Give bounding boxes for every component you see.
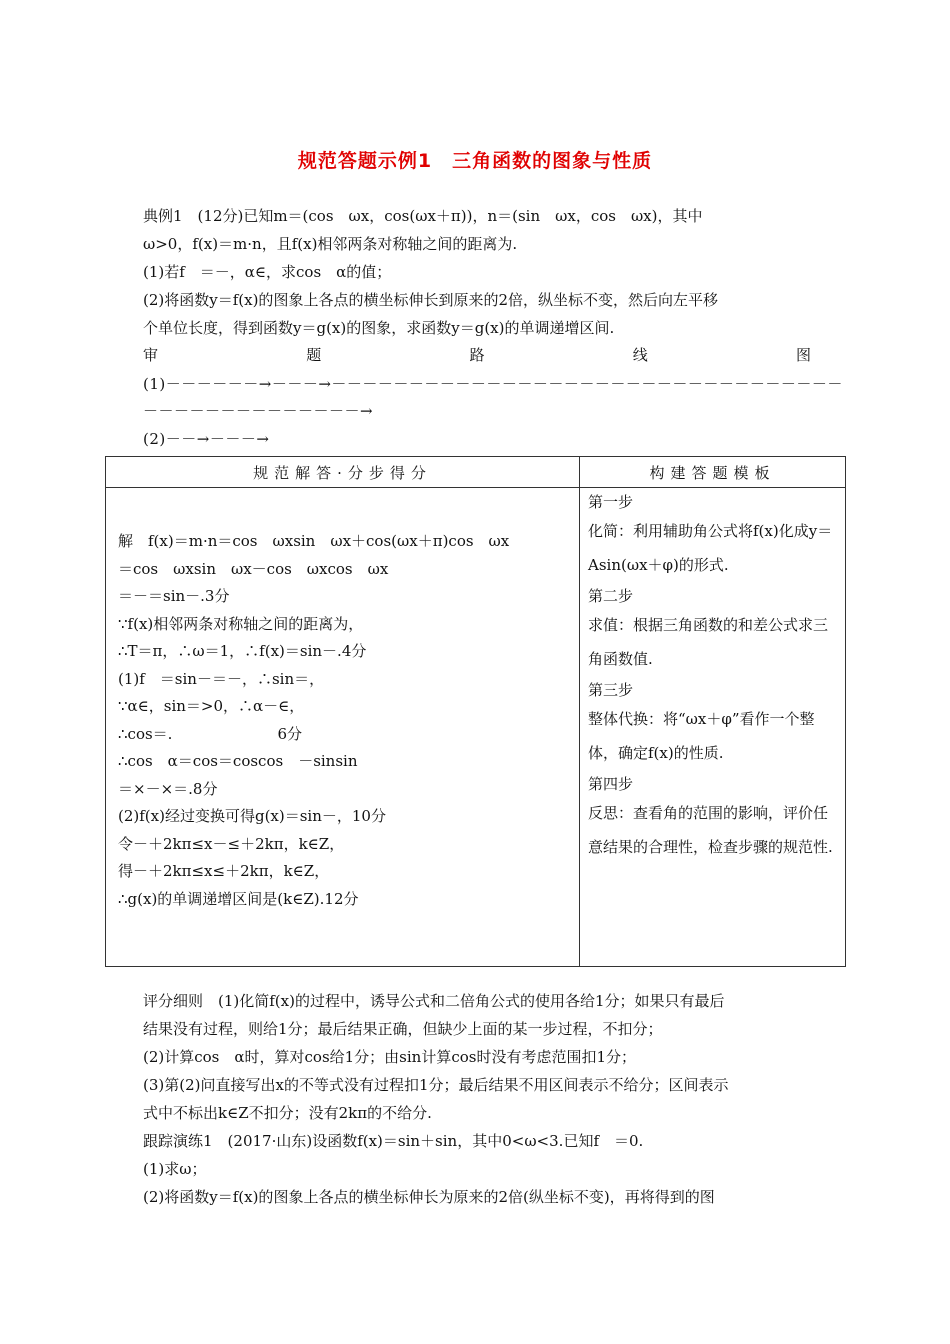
solution-line: ＝cos ωxsin ωx－cos ωxcos ωx bbox=[118, 559, 389, 578]
page-title: 规范答题示例1 三角函数的图象与性质 bbox=[297, 150, 653, 172]
route-char: 图 bbox=[795, 346, 811, 364]
grading-line-2: 结果没有过程，则给1分；最后结果正确，但缺少上面的某一步过程，不扣分； bbox=[143, 1020, 663, 1038]
grading-line-1: 评分细则 (1)化简f(x)的过程中，诱导公式和二倍角公式的使用各给1分；如果只有最后 bbox=[143, 992, 725, 1010]
route-part2: (2)－－→－－－→ bbox=[143, 430, 270, 448]
solution-line: ＝－＝sin－.3分 bbox=[118, 587, 230, 605]
route-part1-b: －－－－－－－－－－－－－－→ bbox=[143, 402, 374, 420]
route-char: 线 bbox=[632, 346, 648, 364]
example-line-1: 典例1 (12分)已知m＝(cos ωx，cos(ωx＋π))，n＝(sin ωx，cos ωx)，其中 bbox=[143, 207, 703, 225]
step-body: 反思：查看角的范围的影响，评价任意结果的合理性，检查步骤的规范性. bbox=[588, 804, 833, 856]
table-header-solution: 规范解答·分步得分 bbox=[106, 457, 580, 488]
solution-line: ∵α∈，sin＝>0，∴α－∈， bbox=[118, 697, 305, 715]
solution-line: 解 f(x)＝m·n＝cos ωxsin ωx＋cos(ωx＋π)cos ωx bbox=[118, 532, 510, 550]
step-heading: 第一步 bbox=[588, 493, 634, 511]
solution-line: ∴cos＝. 6分 bbox=[118, 724, 302, 743]
example-line-5: 个单位长度，得到函数y＝g(x)的图象，求函数y＝g(x)的单调递增区间. bbox=[143, 319, 615, 337]
solution-line: 令－＋2kπ≤x－≤＋2kπ，k∈Z， bbox=[118, 834, 345, 853]
example-line-2: ω>0，f(x)＝m·n，且f(x)相邻两条对称轴之间的距离为. bbox=[143, 235, 518, 253]
step-body: 整体代换：将“ωx＋φ”看作一个整体，确定f(x)的性质. bbox=[588, 710, 815, 762]
step-heading: 第四步 bbox=[588, 775, 634, 793]
route-char: 审 bbox=[143, 346, 159, 364]
step-body: 化简：利用辅助角公式将f(x)化成y＝Asin(ωx＋φ)的形式. bbox=[588, 522, 833, 574]
solution-line: ＝×－×＝.8分 bbox=[118, 779, 218, 798]
route-char: 题 bbox=[306, 346, 322, 364]
solution-line: (2)f(x)经过变换可得g(x)＝sin－，10分 bbox=[118, 807, 386, 825]
step-heading: 第二步 bbox=[588, 587, 634, 605]
practice-line-2: (1)求ω； bbox=[143, 1160, 207, 1178]
solution-cell bbox=[106, 488, 580, 967]
example-line-3: (1)若f ＝－，α∈，求cos α的值； bbox=[143, 263, 392, 281]
route-char: 路 bbox=[469, 346, 485, 364]
solution-line: ∵f(x)相邻两条对称轴之间的距离为， bbox=[118, 614, 364, 633]
table-header-template: 构建答题模板 bbox=[580, 457, 846, 488]
grading-line-4: (3)第(2)问直接写出x的不等式没有过程扣1分；最后结果不用区间表示不给分；区间表示 bbox=[143, 1076, 729, 1094]
grading-line-5: 式中不标出k∈Z不扣分；没有2kπ的不给分. bbox=[143, 1104, 432, 1122]
example-line-4: (2)将函数y＝f(x)的图象上各点的横坐标伸长到原来的2倍，纵坐标不变，然后向左平移 bbox=[143, 291, 718, 309]
practice-line-3: (2)将函数y＝f(x)的图象上各点的横坐标伸长为原来的2倍(纵坐标不变)，再将得到的图 bbox=[143, 1188, 715, 1206]
route-part1-a: (1)－－－－－－→－－－→－－－－－－－－－－－－－－－－－－－－－－－－－－－－－－－－－ bbox=[143, 375, 843, 393]
solution-line: (1)f ＝sin－＝－，∴sin＝， bbox=[118, 669, 325, 688]
solution-line: ∴g(x)的单调递增区间是(k∈Z).12分 bbox=[118, 889, 359, 908]
route-heading bbox=[143, 344, 811, 365]
practice-line-1: 跟踪演练1 (2017·山东)设函数f(x)＝sin＋sin，其中0<ω<3.已知f ＝0. bbox=[143, 1132, 644, 1150]
step-body: 求值：根据三角函数的和差公式求三角函数值. bbox=[588, 616, 829, 668]
step-heading: 第三步 bbox=[588, 681, 634, 699]
solution-line: ∴cos α＝cos＝coscos －sinsin bbox=[118, 752, 358, 770]
template-cell bbox=[580, 488, 846, 967]
solution-line: ∴T＝π，∴ω＝1，∴f(x)＝sin－.4分 bbox=[118, 642, 367, 660]
solution-line: 得－＋2kπ≤x≤＋2kπ，k∈Z， bbox=[118, 862, 330, 880]
answer-table bbox=[105, 456, 846, 967]
grading-line-3: (2)计算cos α时，算对cos给1分；由sin计算cos时没有考虑范围扣1分； bbox=[143, 1048, 637, 1066]
